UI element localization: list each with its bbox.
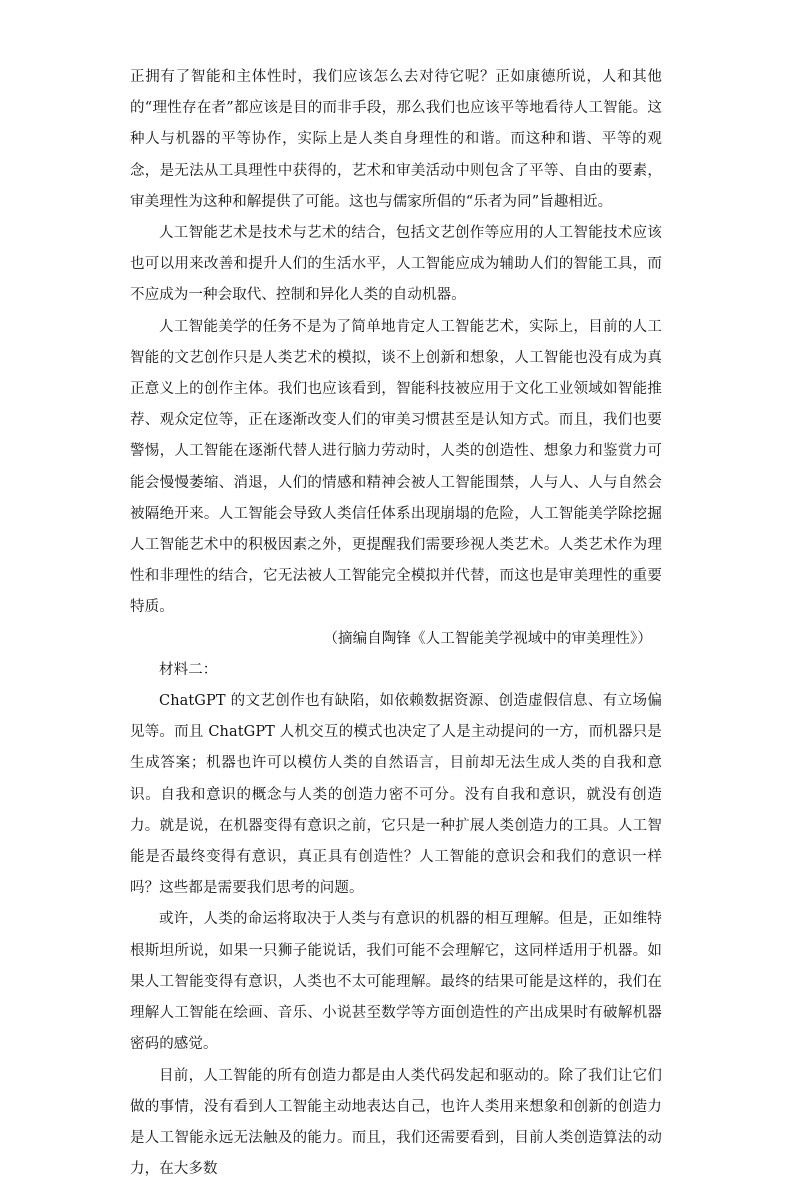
paragraph-creativity: 目前，人工智能的所有创造力都是由人类代码发起和驱动的。除了我们让它们做的事情，没有看到人工智能主动地表达自己，也许人类用来想象和创新的创造力是人工智能永远无法触及的能力。而且，我们还需要看到，目前人类创造算法的动力，在大多数 <box>130 1061 662 1185</box>
paragraph-ai-aesthetics: 人工智能美学的任务不是为了简单地肯定人工智能艺术，实际上，目前的人工智能的文艺创作只是人类艺术的模拟，谈不上创新和想象，人工智能也没有成为真正意义上的创作主体。我们也应该看到，智能科技被应用于文化工业领域如智能推荐、观众定位等，正在逐渐改变人们的审美习惯甚至是认知方式。而且，我们也要警惕，人工智能在逐渐代替人进行脑力劳动时，人类的创造性、想象力和鉴赏力可能会慢慢萎缩、消退，人们的情感和精神会被人工智能围禁，人与人、人与自然会被隔绝开来。人工智能会导致人类信任体系出现崩塌的危险，人工智能美学除挖掘人工智能艺术中的积极因素之外，更提醒我们需要珍视人类艺术。人类艺术作为理性和非理性的结合，它无法被人工智能完全模拟并代替，而这也是审美理性的重要特质。 <box>130 312 662 624</box>
paragraph-continuation: 正拥有了智能和主体性时，我们应该怎么去对待它呢？正如康德所说，人和其他的“理性存在者”都应该是目的而非手段，那么我们也应该平等地看待人工智能。这种人与机器的平等协作，实际上是人类自身理性的和谐。而这种和谐、平等的观念，是无法从工具理性中获得的，艺术和审美活动中则包含了平等、自由的要素，审美理性为这种和解提供了可能。这也与儒家所倡的“乐者为同”旨趣相近。 <box>130 62 662 218</box>
paragraph-chatgpt: ChatGPT 的文艺创作也有缺陷，如依赖数据资源、创造虚假信息、有立场偏见等。而且 ChatGPT 人机交互的模式也决定了人是主动提问的一方，而机器只是生成答案；机器也许可以模仿人类的自然语言，目前却无法生成人类的自我和意识。自我和意识的概念与人类的创造力密不可分。没有自我和意识，就没有创造力。就是说，在机器变得有意识之前，它只是一种扩展人类创造力的工具。人工智能是否最终变得有意识，真正具有创造性？人工智能的意识会和我们的意识一样吗？这些都是需要我们思考的问题。 <box>130 686 662 904</box>
document-body <box>130 62 662 1185</box>
paragraph-understanding: 或许，人类的命运将取决于人类与有意识的机器的相互理解。但是，正如维特根斯坦所说，如果一只狮子能说话，我们可能不会理解它，这同样适用于机器。如果人工智能变得有意识，人类也不太可能理解。最终的结果可能是这样的，我们在理解人工智能在绘画、音乐、小说甚至数学等方面创造性的产出成果时有破解机器密码的感觉。 <box>130 904 662 1060</box>
material-two-heading: 材料二： <box>130 655 662 686</box>
paragraph-ai-art: 人工智能艺术是技术与艺术的结合，包括文艺创作等应用的人工智能技术应该也可以用来改善和提升人们的生活水平，人工智能应成为辅助人们的智能工具，而不应成为一种会取代、控制和异化人类的自动机器。 <box>130 218 662 312</box>
source-citation: （摘编自陶锋《人工智能美学视域中的审美理性》） <box>130 624 662 655</box>
